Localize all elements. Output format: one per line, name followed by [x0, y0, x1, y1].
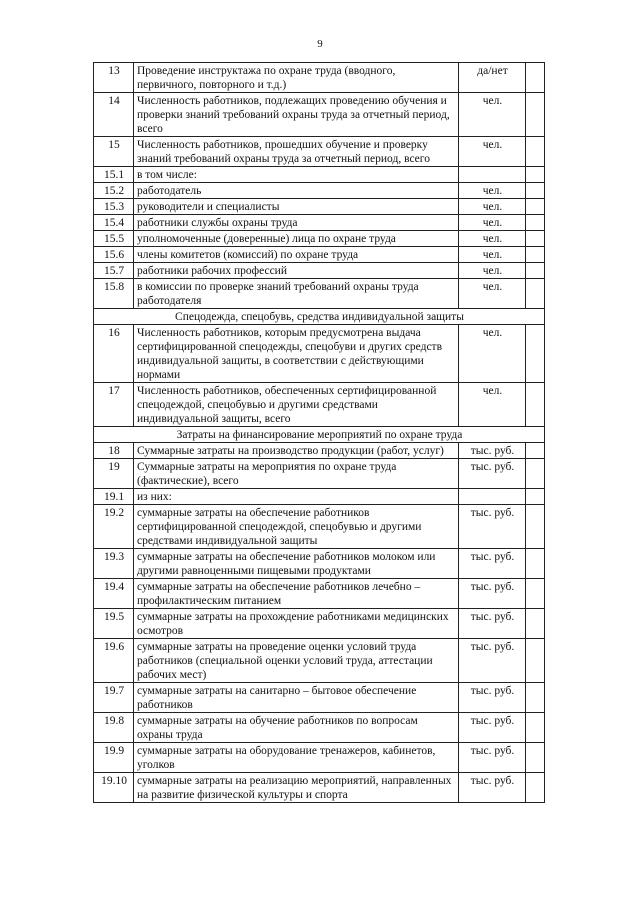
table-row — [94, 743, 545, 773]
row-number: 15.3 — [94, 199, 134, 215]
table-row — [94, 683, 545, 713]
row-number: 19.6 — [94, 639, 134, 683]
unit-of-measure: чел. — [459, 279, 526, 309]
value-cell[interactable] — [526, 639, 545, 683]
table-row — [94, 505, 545, 549]
table-row — [94, 713, 545, 743]
row-number: 15.8 — [94, 279, 134, 309]
value-cell[interactable] — [526, 549, 545, 579]
value-cell[interactable] — [526, 579, 545, 609]
table-row — [94, 579, 545, 609]
row-number: 19.1 — [94, 489, 134, 505]
table-row — [94, 263, 545, 279]
unit-of-measure: тыс. руб. — [459, 743, 526, 773]
value-cell[interactable] — [526, 773, 545, 803]
row-number: 16 — [94, 325, 134, 383]
table-row — [94, 489, 545, 505]
table-row — [94, 639, 545, 683]
value-cell[interactable] — [526, 167, 545, 183]
value-cell[interactable] — [526, 199, 545, 215]
indicators-table — [93, 62, 545, 803]
section-header-row — [94, 309, 545, 325]
unit-of-measure: тыс. руб. — [459, 505, 526, 549]
indicator-name: в комиссии по проверке знаний требований охраны труда работодателя — [134, 279, 459, 309]
value-cell[interactable] — [526, 247, 545, 263]
value-cell[interactable] — [526, 489, 545, 505]
unit-of-measure: тыс. руб. — [459, 609, 526, 639]
unit-of-measure — [459, 489, 526, 505]
indicator-name: суммарные затраты на обеспечение работников сертифицированной спецодеждой, спецобувью и другими средствами индивидуальной защиты — [134, 505, 459, 549]
indicator-name: работодатель — [134, 183, 459, 199]
indicator-name: суммарные затраты на обучение работников по вопросам охраны труда — [134, 713, 459, 743]
row-number: 15.2 — [94, 183, 134, 199]
table-row — [94, 459, 545, 489]
unit-of-measure: тыс. руб. — [459, 683, 526, 713]
value-cell[interactable] — [526, 443, 545, 459]
row-number: 15.7 — [94, 263, 134, 279]
value-cell[interactable] — [526, 231, 545, 247]
value-cell[interactable] — [526, 505, 545, 549]
indicator-name: члены комитетов (комиссий) по охране труда — [134, 247, 459, 263]
indicator-name: работники службы охраны труда — [134, 215, 459, 231]
indicator-name: Проведение инструктажа по охране труда (вводного, первичного, повторного и т.д.) — [134, 63, 459, 93]
unit-of-measure: чел. — [459, 383, 526, 427]
indicator-name: Численность работников, обеспеченных сертифицированной спецодеждой, спецобувью и другими средствами индивидуальной защиты, всего — [134, 383, 459, 427]
row-number: 19.3 — [94, 549, 134, 579]
row-number: 15.6 — [94, 247, 134, 263]
unit-of-measure: чел. — [459, 231, 526, 247]
indicator-name: Численность работников, которым предусмотрена выдача сертифицированной спецодежды, спецобуви и других средств индивидуальной защиты, в соответствии с действующими нормами — [134, 325, 459, 383]
row-number: 19.8 — [94, 713, 134, 743]
indicator-name: суммарные затраты на обеспечение работников молоком или другими равноценными пищевыми продуктами — [134, 549, 459, 579]
row-number: 19 — [94, 459, 134, 489]
section-header-row — [94, 427, 545, 443]
table-row — [94, 137, 545, 167]
unit-of-measure: да/нет — [459, 63, 526, 93]
row-number: 19.4 — [94, 579, 134, 609]
unit-of-measure: чел. — [459, 137, 526, 167]
table-row — [94, 199, 545, 215]
unit-of-measure: тыс. руб. — [459, 549, 526, 579]
table-row — [94, 247, 545, 263]
value-cell[interactable] — [526, 683, 545, 713]
row-number: 15 — [94, 137, 134, 167]
indicator-name: суммарные затраты на прохождение работниками медицинских осмотров — [134, 609, 459, 639]
section-title: Спецодежда, спецобувь, средства индивидуальной защиты — [94, 309, 545, 325]
table-row — [94, 279, 545, 309]
value-cell[interactable] — [526, 325, 545, 383]
indicator-name: суммарные затраты на реализацию мероприятий, направленных на развитие физической культуры и спорта — [134, 773, 459, 803]
table-row — [94, 609, 545, 639]
unit-of-measure: тыс. руб. — [459, 579, 526, 609]
unit-of-measure: тыс. руб. — [459, 459, 526, 489]
row-number: 17 — [94, 383, 134, 427]
indicator-name: суммарные затраты на оборудование тренажеров, кабинетов, уголков — [134, 743, 459, 773]
value-cell[interactable] — [526, 609, 545, 639]
unit-of-measure: чел. — [459, 215, 526, 231]
row-number: 19.9 — [94, 743, 134, 773]
row-number: 13 — [94, 63, 134, 93]
table-row — [94, 93, 545, 137]
row-number: 15.5 — [94, 231, 134, 247]
indicator-name: из них: — [134, 489, 459, 505]
table-row — [94, 383, 545, 427]
table-row — [94, 325, 545, 383]
value-cell[interactable] — [526, 93, 545, 137]
row-number: 18 — [94, 443, 134, 459]
indicator-name: работники рабочих профессий — [134, 263, 459, 279]
indicator-name: в том числе: — [134, 167, 459, 183]
value-cell[interactable] — [526, 383, 545, 427]
indicator-name: Численность работников, прошедших обучение и проверку знаний требований охраны труда за отчетный период, всего — [134, 137, 459, 167]
table-row — [94, 63, 545, 93]
row-number: 15.4 — [94, 215, 134, 231]
value-cell[interactable] — [526, 63, 545, 93]
unit-of-measure: чел. — [459, 93, 526, 137]
value-cell[interactable] — [526, 137, 545, 167]
table-row — [94, 215, 545, 231]
table-row — [94, 549, 545, 579]
value-cell[interactable] — [526, 743, 545, 773]
value-cell[interactable] — [526, 263, 545, 279]
row-number: 19.7 — [94, 683, 134, 713]
unit-of-measure: чел. — [459, 325, 526, 383]
table-row — [94, 167, 545, 183]
row-number: 19.5 — [94, 609, 134, 639]
indicator-name: суммарные затраты на проведение оценки условий труда работников (специальной оценки условий труда, аттестации рабочих мест) — [134, 639, 459, 683]
unit-of-measure: тыс. руб. — [459, 773, 526, 803]
indicator-name: суммарные затраты на обеспечение работников лечебно – профилактическим питанием — [134, 579, 459, 609]
value-cell[interactable] — [526, 713, 545, 743]
row-number: 14 — [94, 93, 134, 137]
value-cell[interactable] — [526, 459, 545, 489]
unit-of-measure: тыс. руб. — [459, 443, 526, 459]
table-row — [94, 443, 545, 459]
unit-of-measure: чел. — [459, 183, 526, 199]
unit-of-measure: чел. — [459, 247, 526, 263]
table-row — [94, 183, 545, 199]
row-number: 19.10 — [94, 773, 134, 803]
section-title: Затраты на финансирование мероприятий по охране труда — [94, 427, 545, 443]
table-row — [94, 773, 545, 803]
row-number: 19.2 — [94, 505, 134, 549]
value-cell[interactable] — [526, 215, 545, 231]
indicator-name: руководители и специалисты — [134, 199, 459, 215]
value-cell[interactable] — [526, 183, 545, 199]
indicator-name: суммарные затраты на санитарно – бытовое обеспечение работников — [134, 683, 459, 713]
unit-of-measure: чел. — [459, 263, 526, 279]
unit-of-measure: тыс. руб. — [459, 639, 526, 683]
indicator-name: Суммарные затраты на мероприятия по охране труда (фактические), всего — [134, 459, 459, 489]
indicator-name: Численность работников, подлежащих проведению обучения и проверки знаний требований охраны труда за отчетный период, всего — [134, 93, 459, 137]
unit-of-measure: тыс. руб. — [459, 713, 526, 743]
indicator-name: Суммарные затраты на производство продукции (работ, услуг) — [134, 443, 459, 459]
table-row — [94, 231, 545, 247]
value-cell[interactable] — [526, 279, 545, 309]
row-number: 15.1 — [94, 167, 134, 183]
unit-of-measure — [459, 167, 526, 183]
unit-of-measure: чел. — [459, 199, 526, 215]
indicator-name: уполномоченные (доверенные) лица по охране труда — [134, 231, 459, 247]
page-number: 9 — [317, 38, 323, 50]
